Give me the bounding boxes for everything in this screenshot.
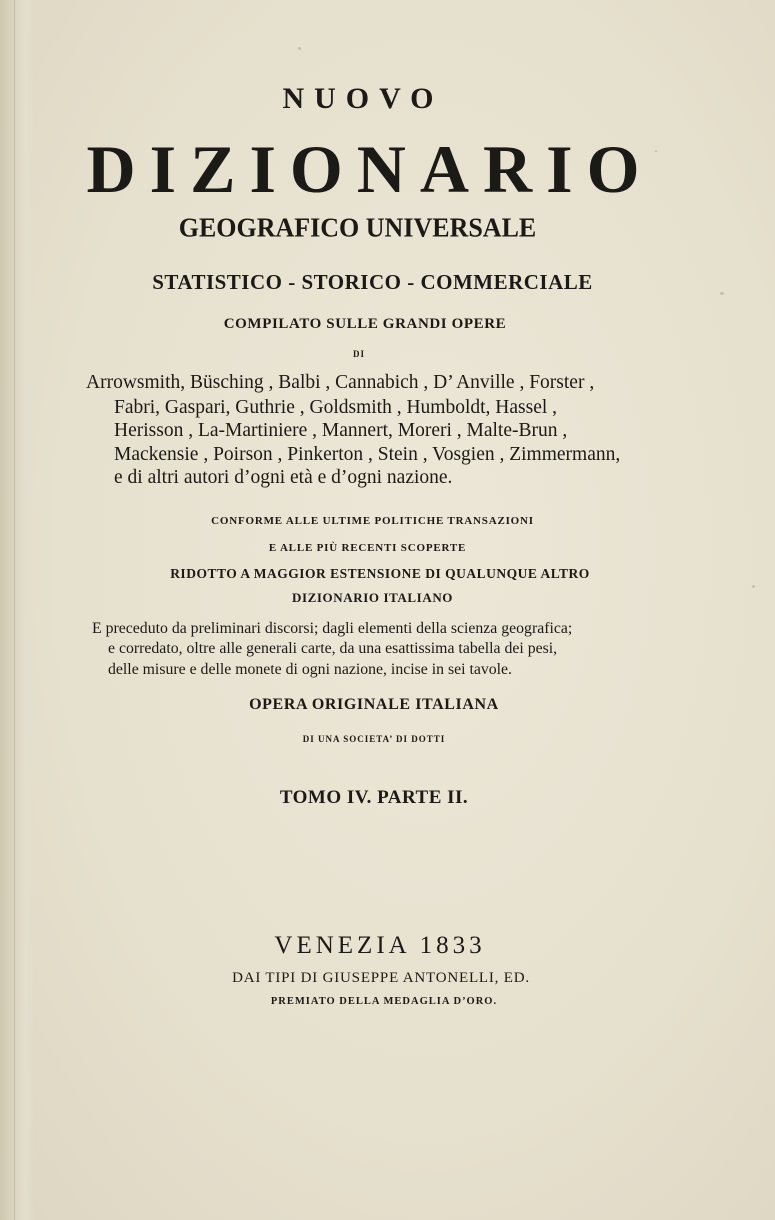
foxing-spot [720,292,724,295]
title-nuovo: NUOVO [282,82,444,115]
opera-line: OPERA ORIGINALE ITALIANA [249,696,499,713]
societa-line: DI UNA SOCIETA’ DI DOTTI [302,734,446,744]
imprint-place-year: VENEZIA 1833 [274,932,486,959]
preceduto-line: delle misure e delle monete di ogni nazione, incise in sei tavole. [108,661,513,678]
conforme-line: CONFORME ALLE ULTIME POLITICHE TRANSAZIONI [211,515,534,527]
title-dizionario: DIZIONARIO [86,131,654,207]
scoperte-line: E ALLE PIÙ RECENTI SCOPERTE [268,542,467,554]
foxing-spot [298,47,301,50]
preceduto-line: e corredato, oltre alle generali carte, da una esattissima tabella dei pesi, [108,640,558,657]
preceduto-line: E preceduto da preliminari discorsi; dagli elementi della scienza geografica; [92,620,573,637]
di-line: DI [352,349,365,359]
subtitle-statistico: STATISTICO - STORICO - COMMERCIALE [152,270,593,294]
ridotto-line: RIDOTTO A MAGGIOR ESTENSIONE DI QUALUNQUE ALTRO [170,566,590,581]
authors-line: Herisson , La-Martiniere , Mannert, Moreri , Malte-Brun , [114,420,568,441]
authors-line: Fabri, Gaspari, Guthrie , Goldsmith , Humboldt, Hassel , [114,397,558,418]
foxing-spot [655,150,657,152]
volume-line: TOMO IV. PARTE II. [279,787,469,808]
imprint-printer: DAI TIPI DI GIUSEPPE ANTONELLI, ED. [232,970,530,986]
imprint-award: PREMIATO DELLA MEDAGLIA D’ORO. [270,996,498,1007]
authors-line: e di altri autori d’ogni età e d’ogni nazione. [114,467,453,488]
dizionario-italiano-line: DIZIONARIO ITALIANO [291,590,454,605]
authors-line: Arrowsmith, Büsching , Balbi , Cannabich , D’ Anville , Forster , [86,372,595,393]
compiled-line: COMPILATO SULLE GRANDI OPERE [223,316,507,332]
authors-line: Mackensie , Poirson , Pinkerton , Stein , Vosgien , Zimmermann, [114,444,621,465]
foxing-spot [752,585,755,588]
subtitle-geografico: GEOGRAFICO UNIVERSALE [178,212,537,243]
